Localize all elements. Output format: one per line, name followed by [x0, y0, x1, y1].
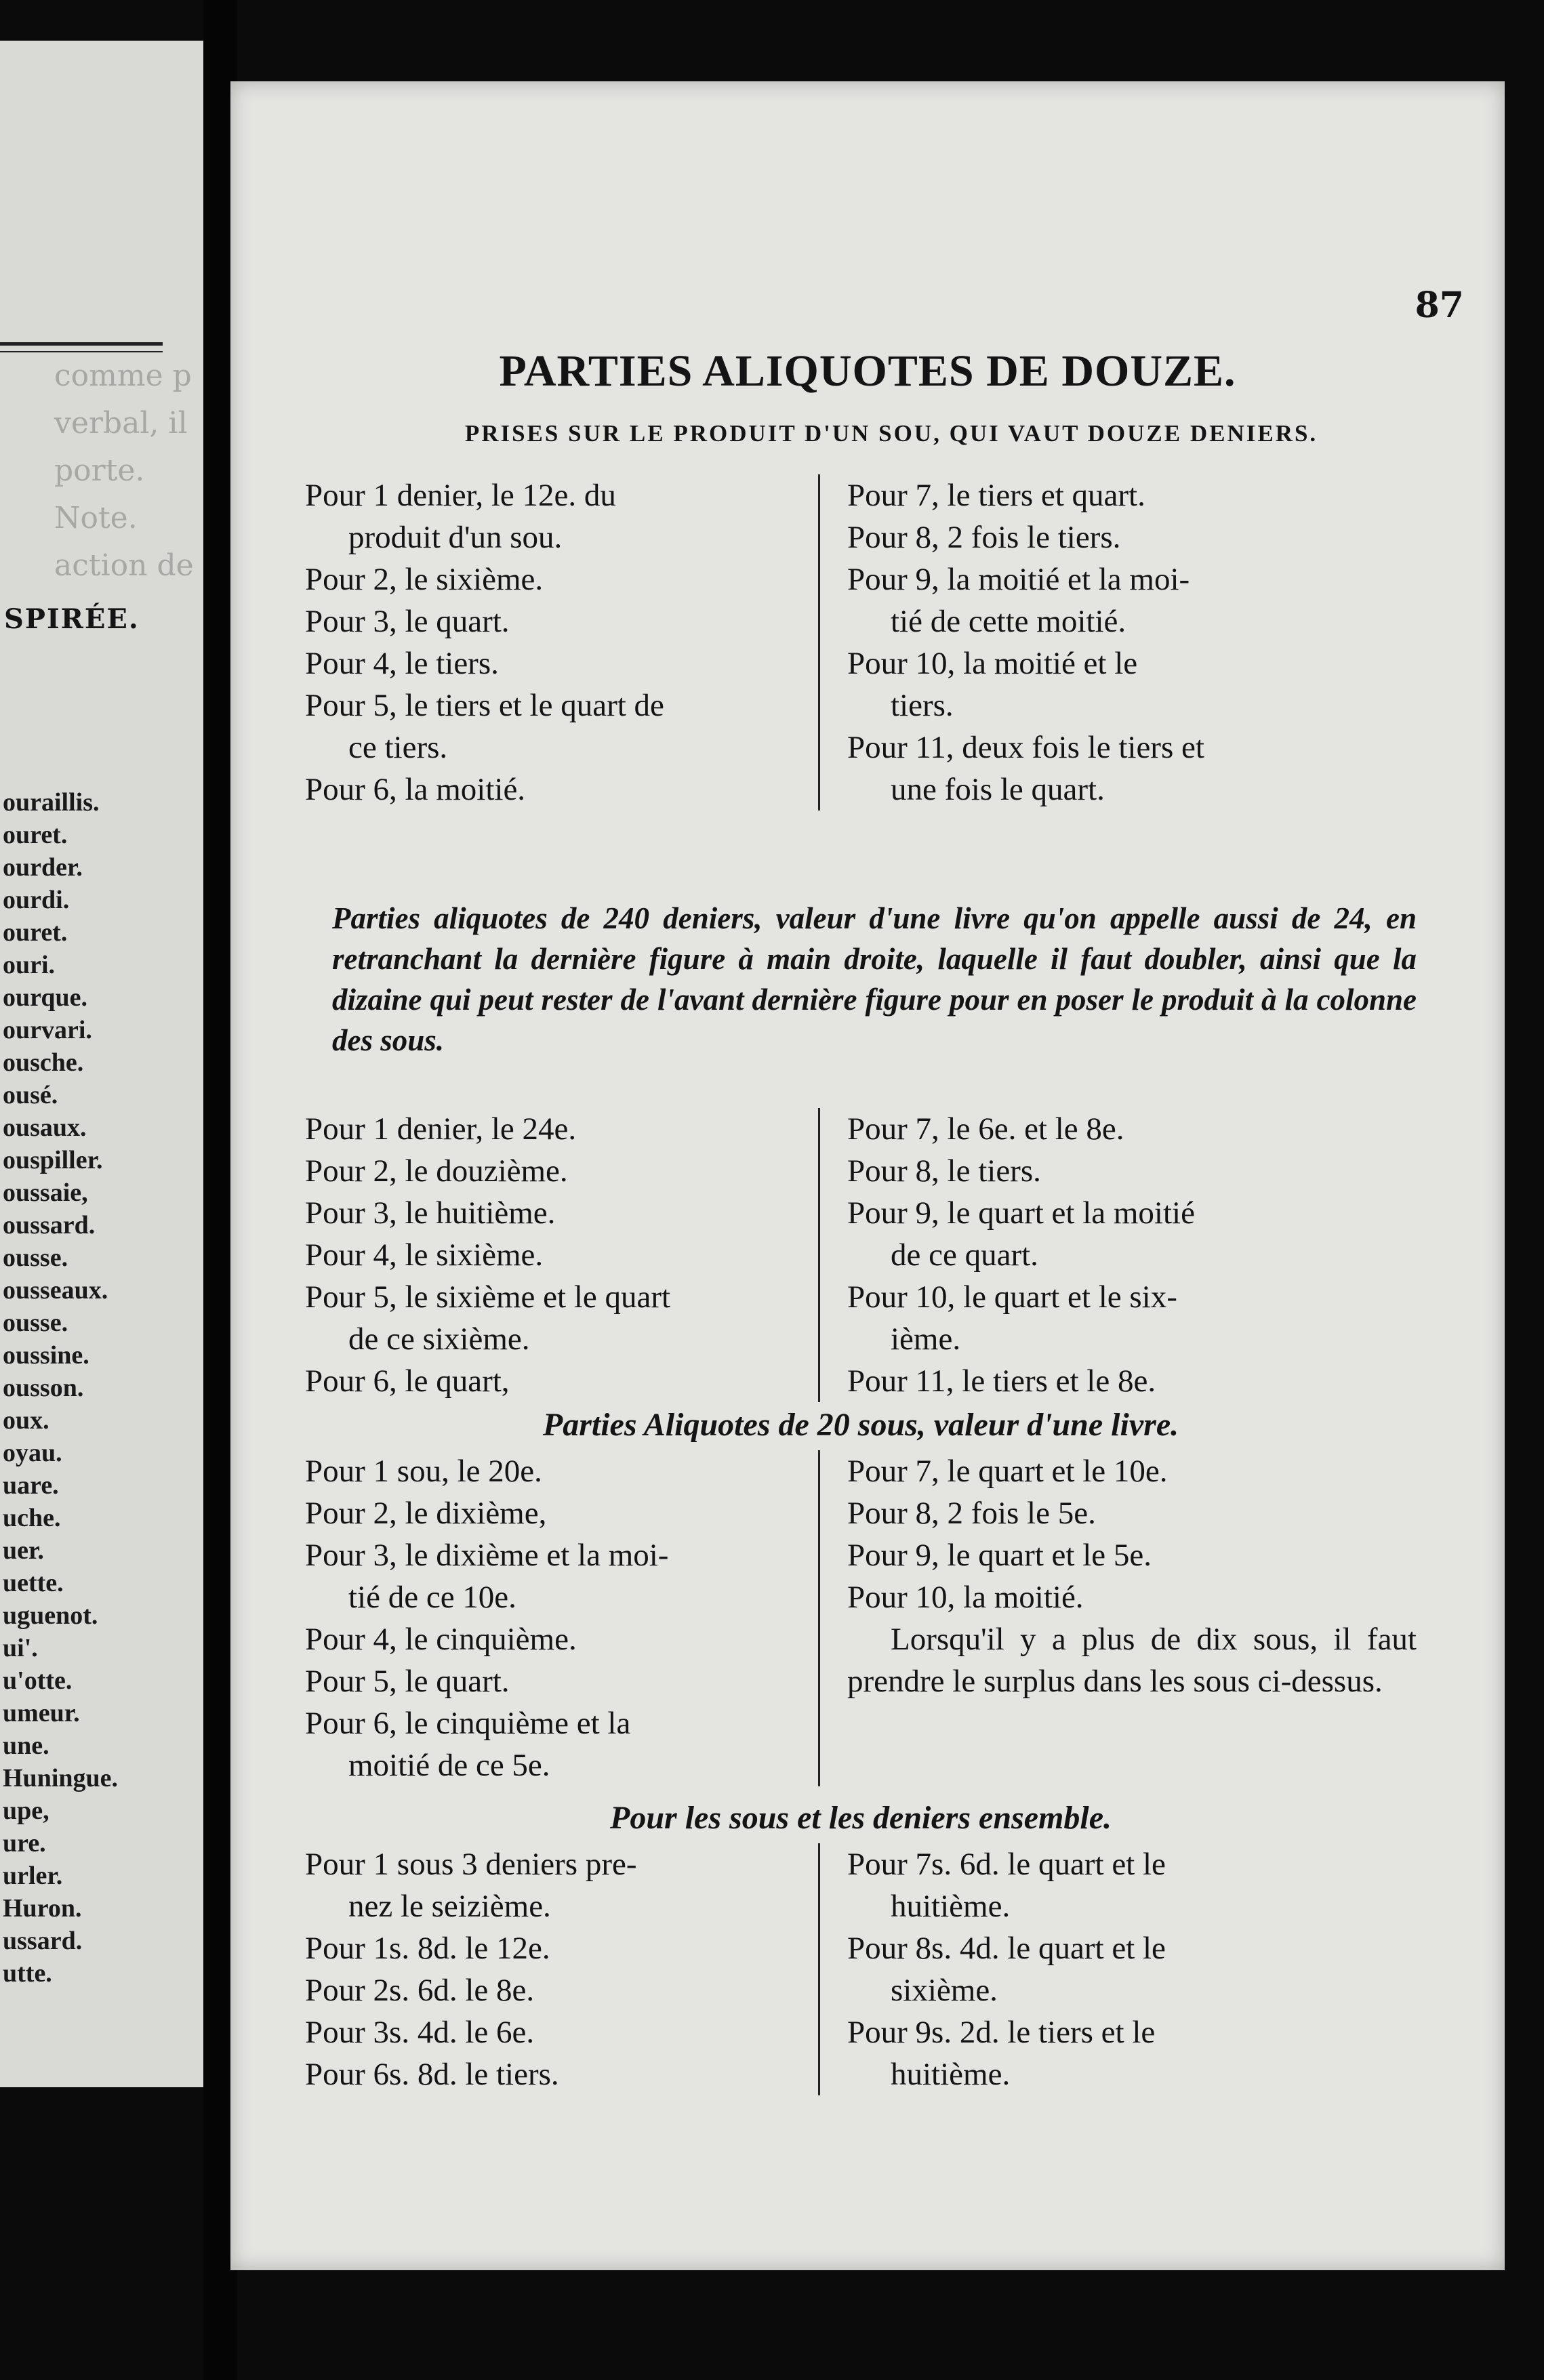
- entry-line: [305, 1843, 806, 1927]
- faint-line: Note.: [54, 501, 138, 535]
- section-20-sous: [305, 1450, 1417, 1786]
- entry-text: Pour 8s. 4d. le quart et le: [847, 1931, 1166, 1966]
- adjacent-word-list: [3, 786, 118, 1990]
- adjacent-word: oux.: [3, 1406, 49, 1435]
- entry-line: [847, 1108, 1417, 1150]
- adjacent-word: ousson.: [3, 1374, 84, 1402]
- entry-text: Pour 3, le huitième.: [305, 1195, 556, 1231]
- adjacent-word: ure.: [3, 1829, 46, 1858]
- entry-text: Pour 1 denier, le 24e.: [305, 1111, 577, 1147]
- entry-text: Pour 8, le tiers.: [847, 1153, 1041, 1189]
- adjacent-word: ourvari.: [3, 1016, 92, 1044]
- right-column: [820, 1108, 1417, 1402]
- right-column: [820, 1450, 1417, 1786]
- entry-text: Pour 7, le 6e. et le 8e.: [847, 1111, 1124, 1147]
- entry-line: [305, 684, 806, 768]
- entry-text: Pour 1 sou, le 20e.: [305, 1454, 542, 1489]
- entry-line: [847, 558, 1417, 642]
- adjacent-word: ousaux.: [3, 1113, 87, 1142]
- entry-line: [847, 726, 1417, 811]
- section-heading: Pour les sous et les deniers ensemble.: [610, 1800, 1112, 1836]
- adjacent-word: oussard.: [3, 1211, 96, 1239]
- entry-text: Pour 2, le douzième.: [305, 1153, 568, 1189]
- entry-line: [305, 1492, 806, 1534]
- adjacent-word: ui'.: [3, 1634, 38, 1662]
- entry-line: [847, 1843, 1417, 1927]
- entry-continuation: huitième.: [891, 1889, 1011, 1924]
- adjacent-word: ouret.: [3, 918, 68, 947]
- entry-continuation: tié de cette moitié.: [891, 604, 1126, 639]
- left-column: [305, 1843, 820, 2095]
- right-column: [820, 474, 1417, 811]
- entry-line: [305, 1234, 806, 1276]
- page-title: PARTIES ALIQUOTES DE DOUZE.: [499, 346, 1236, 396]
- note-240: [305, 898, 1417, 1061]
- adjacent-word: une.: [3, 1731, 49, 1760]
- adjacent-word: ousse.: [3, 1244, 68, 1272]
- entry-text: Pour 8, 2 fois le tiers.: [847, 520, 1121, 555]
- entry-text: Pour 3s. 4d. le 6e.: [305, 2015, 535, 2050]
- entry-line: [305, 474, 806, 558]
- adjacent-page-fragment: [0, 41, 203, 2087]
- entry-text: Pour 4, le tiers.: [305, 646, 499, 681]
- entry-continuation: de ce quart.: [891, 1237, 1038, 1273]
- entry-text: Pour 11, deux fois le tiers et: [847, 730, 1204, 765]
- adjacent-word: oyau.: [3, 1439, 62, 1467]
- entry-line: [305, 1927, 806, 1969]
- entry-line: [305, 1660, 806, 1702]
- entry-continuation: produit d'un sou.: [348, 520, 563, 555]
- section-240: [305, 1108, 1417, 1402]
- entry-continuation: de ce sixième.: [348, 1321, 530, 1357]
- entry-text: Pour 7, le quart et le 10e.: [847, 1454, 1168, 1489]
- adjacent-heading: SPIRÉE.: [4, 603, 140, 635]
- entry-text: Pour 7, le tiers et quart.: [847, 478, 1145, 513]
- entry-continuation: tié de ce 10e.: [348, 1580, 516, 1615]
- adjacent-word: urler.: [3, 1862, 63, 1890]
- entry-text: Pour 5, le sixième et le quart: [305, 1279, 671, 1315]
- adjacent-word: uche.: [3, 1504, 61, 1532]
- entry-line: [305, 1108, 806, 1150]
- entry-continuation: une fois le quart.: [891, 772, 1105, 807]
- entry-text: Pour 9, la moitié et la moi-: [847, 562, 1190, 597]
- adjacent-word: ousse.: [3, 1309, 68, 1337]
- adjacent-word: ousche.: [3, 1048, 84, 1077]
- entry-continuation: huitième.: [891, 2057, 1011, 2092]
- faint-line: verbal, il: [54, 406, 188, 440]
- entry-continuation: sixième.: [891, 1973, 998, 2008]
- entry-continuation: ce tiers.: [348, 730, 448, 765]
- adjacent-word: ouret.: [3, 821, 68, 849]
- adjacent-word: ussard.: [3, 1927, 83, 1955]
- entry-text: Pour 4, le cinquième.: [305, 1622, 577, 1657]
- adjacent-word: upe,: [3, 1797, 49, 1825]
- adjacent-word: ouspiller.: [3, 1146, 103, 1174]
- left-column: [305, 1450, 820, 1786]
- entry-text: Pour 2s. 6d. le 8e.: [305, 1973, 535, 2008]
- entry-line: [305, 1276, 806, 1360]
- entry-text: Pour 4, le sixième.: [305, 1237, 544, 1273]
- adjacent-word: ousseaux.: [3, 1276, 108, 1305]
- entry-line: [305, 1150, 806, 1192]
- heading-20-sous: [305, 1403, 1417, 1448]
- faint-text: [54, 352, 194, 590]
- heading-sous-deniers: [305, 1796, 1417, 1841]
- adjacent-word: Huningue.: [3, 1764, 119, 1792]
- entry-text: Pour 6, la moitié.: [305, 772, 526, 807]
- entry-text: Pour 11, le tiers et le 8e.: [847, 1363, 1156, 1399]
- paragraph: Lorsqu'il y a plus de dix sous, il faut prendre le surplus dans les sous ci-dessus.: [847, 1622, 1417, 1699]
- entry-text: Pour 2, le dixième,: [305, 1496, 547, 1531]
- adjacent-word: uer.: [3, 1536, 44, 1565]
- right-column: [820, 1843, 1417, 2095]
- adjacent-word: oussine.: [3, 1341, 89, 1370]
- adjacent-word: ousé.: [3, 1081, 58, 1109]
- adjacent-word: ourder.: [3, 853, 83, 882]
- entry-text: Pour 2, le sixième.: [305, 562, 544, 597]
- adjacent-word: ouraillis.: [3, 788, 100, 817]
- entry-text: Pour 1s. 8d. le 12e.: [305, 1931, 550, 1966]
- adjacent-word: Huron.: [3, 1894, 82, 1923]
- entry-line: [305, 600, 806, 642]
- adjacent-word: uare.: [3, 1471, 59, 1500]
- entry-line: [847, 516, 1417, 558]
- entry-line: [305, 768, 806, 811]
- section-heading: Parties Aliquotes de 20 sous, valeur d'une livre.: [542, 1407, 1179, 1443]
- adjacent-word: oussaie,: [3, 1178, 88, 1207]
- entry-text: Pour 3, le dixième et la moi-: [305, 1538, 669, 1573]
- entry-continuation: ième.: [891, 1321, 961, 1357]
- entry-text: Pour 5, le quart.: [305, 1664, 510, 1699]
- entry-line: [847, 1360, 1417, 1402]
- entry-text: Pour 1 denier, le 12e. du: [305, 478, 616, 513]
- entry-continuation: nez le seizième.: [348, 1889, 551, 1924]
- faint-line: action de: [54, 548, 194, 583]
- section-douze: [305, 474, 1417, 811]
- entry-continuation: moitié de ce 5e.: [348, 1748, 550, 1783]
- page-number: 87: [1415, 285, 1464, 326]
- entry-text: Pour 9s. 2d. le tiers et le: [847, 2015, 1156, 2050]
- entry-text: Pour 3, le quart.: [305, 604, 510, 639]
- entry-line: [305, 2011, 806, 2053]
- entry-line: [847, 1492, 1417, 1534]
- entry-line: [847, 1450, 1417, 1492]
- entry-line: [305, 1534, 806, 1618]
- entry-line: [305, 1192, 806, 1234]
- adjacent-word: ourque.: [3, 983, 87, 1012]
- left-column: [305, 474, 820, 811]
- entry-line: [847, 474, 1417, 516]
- entry-line: [847, 1927, 1417, 2011]
- entry-text: Pour 10, la moitié et le: [847, 646, 1138, 681]
- entry-line: [847, 1534, 1417, 1576]
- faint-line: porte.: [54, 453, 145, 488]
- entry-text: Pour 6, le cinquième et la: [305, 1706, 631, 1741]
- entry-line: [847, 642, 1417, 726]
- entry-continuation: tiers.: [891, 688, 954, 723]
- entry-text: Pour 9, le quart et la moitié: [847, 1195, 1195, 1231]
- entry-text: Pour 10, la moitié.: [847, 1580, 1084, 1615]
- entry-text: Pour 1 sous 3 deniers pre-: [305, 1847, 637, 1882]
- entry-line: [305, 1969, 806, 2011]
- book-page: [230, 81, 1505, 2270]
- page-subtitle: PRISES SUR LE PRODUIT D'UN SOU, QUI VAUT DOUZE DENIERS.: [464, 420, 1318, 447]
- entry-line: [847, 1192, 1417, 1276]
- entry-line: [305, 642, 806, 684]
- adjacent-word: umeur.: [3, 1699, 80, 1727]
- adjacent-word: uguenot.: [3, 1601, 98, 1630]
- entry-text: Pour 8, 2 fois le 5e.: [847, 1496, 1096, 1531]
- entry-text: Pour 6s. 8d. le tiers.: [305, 2057, 559, 2092]
- entry-line: [305, 1360, 806, 1402]
- entry-line: [305, 558, 806, 600]
- entry-line: [305, 1702, 806, 1786]
- entry-line: [847, 1150, 1417, 1192]
- entry-text: Pour 10, le quart et le six-: [847, 1279, 1177, 1315]
- italic-note: Parties aliquotes de 240 deniers, valeur d'une livre qu'on appelle aussi de 24, en retranchant la dernière figure à main droite, laquelle il faut doubler, ainsi que la dizaine qui peut rester de l'avant dernière figure pour en poser le produit à la colonne des sous.: [332, 901, 1417, 1057]
- entry-text: Pour 5, le tiers et le quart de: [305, 688, 664, 723]
- faint-line: comme p: [54, 358, 192, 393]
- entry-text: Pour 9, le quart et le 5e.: [847, 1538, 1152, 1573]
- section-sous-deniers: [305, 1843, 1417, 2095]
- adjacent-word: ourdi.: [3, 886, 70, 914]
- adjacent-word: u'otte.: [3, 1666, 73, 1695]
- adjacent-word: ouri.: [3, 951, 56, 979]
- entry-line: [847, 1576, 1417, 1618]
- rule: [0, 342, 163, 346]
- adjacent-word: utte.: [3, 1959, 52, 1988]
- entry-line: [305, 1618, 806, 1660]
- entry-line: [305, 1450, 806, 1492]
- entry-line: [847, 1276, 1417, 1360]
- entry-text: Pour 6, le quart,: [305, 1363, 510, 1399]
- entry-line: [847, 2011, 1417, 2095]
- adjacent-word: uette.: [3, 1569, 64, 1597]
- entry-text: Pour 7s. 6d. le quart et le: [847, 1847, 1166, 1882]
- left-column: [305, 1108, 820, 1402]
- entry-line: [305, 2053, 806, 2095]
